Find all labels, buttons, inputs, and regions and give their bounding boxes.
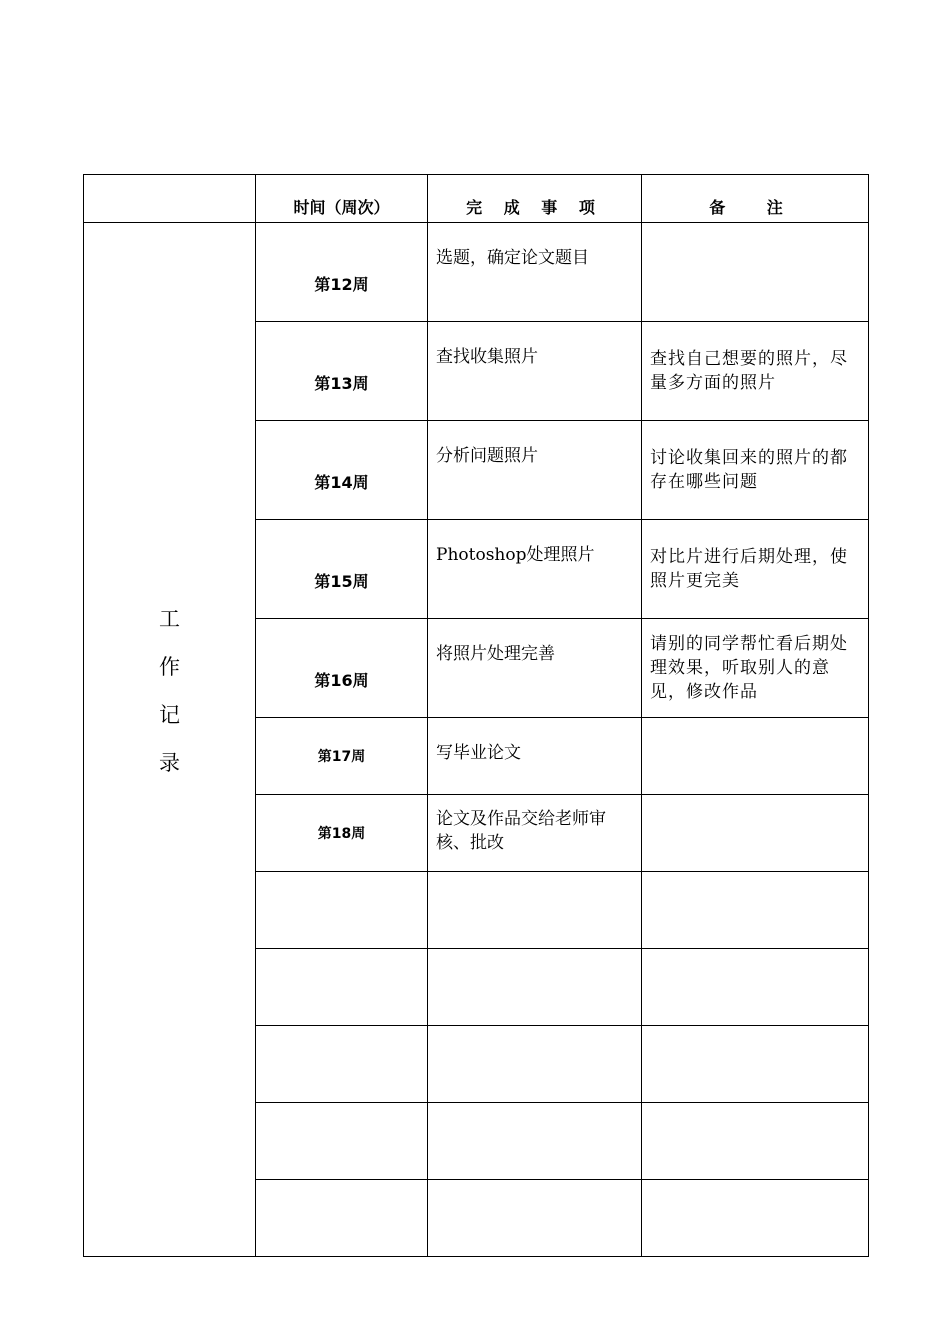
task-cell <box>428 1026 642 1103</box>
week-cell: 第17周 <box>256 718 428 795</box>
note-cell <box>642 949 869 1026</box>
task-cell <box>428 949 642 1026</box>
task-cell: 查找收集照片 <box>436 347 538 367</box>
task-cell <box>428 1103 642 1180</box>
task-cell <box>428 872 642 949</box>
task-cell: 选题，确定论文题目 <box>436 248 589 268</box>
week-cell: 第13周 <box>256 322 428 421</box>
week-cell <box>256 1026 428 1103</box>
task-cell: 写毕业论文 <box>436 743 521 763</box>
note-cell <box>642 1180 869 1257</box>
note-cell <box>642 1026 869 1103</box>
note-cell: 查找自己想要的照片，尽量多方面的照片 <box>650 349 848 393</box>
task-cell: 分析问题照片 <box>436 446 538 466</box>
week-cell: 第16周 <box>256 619 428 718</box>
week-cell <box>256 1180 428 1257</box>
week-cell <box>256 949 428 1026</box>
note-cell: 对比片进行后期处理，使照片更完美 <box>650 547 848 591</box>
week-cell: 第14周 <box>256 421 428 520</box>
note-cell: 讨论收集回来的照片的都存在哪些问题 <box>650 448 848 492</box>
side-label-char: 工 <box>159 607 180 631</box>
task-cell <box>428 1180 642 1257</box>
week-cell <box>256 872 428 949</box>
note-cell <box>642 872 869 949</box>
task-cell: Photoshop处理照片 <box>436 545 595 565</box>
side-label-char: 录 <box>159 751 180 775</box>
header-blank-cell <box>84 175 256 223</box>
week-cell: 第18周 <box>256 795 428 872</box>
work-record-label <box>84 223 256 1257</box>
header-time: 时间（周次） <box>256 175 428 223</box>
task-cell: 将照片处理完善 <box>436 644 555 664</box>
table-row <box>84 223 869 322</box>
header-task: 完 成 事 项 <box>428 175 642 223</box>
header-row <box>84 175 869 223</box>
work-record-table <box>83 174 869 1257</box>
task-cell: 论文及作品交给老师审核、批改 <box>436 809 606 853</box>
week-cell <box>256 1103 428 1180</box>
note-cell: 请别的同学帮忙看后期处理效果，听取别人的意见，修改作品 <box>650 634 848 702</box>
week-cell: 第12周 <box>256 223 428 322</box>
note-cell <box>642 1103 869 1180</box>
side-label-char: 作 <box>159 655 180 679</box>
side-label-char: 记 <box>159 703 180 727</box>
header-note: 备 注 <box>642 175 869 223</box>
week-cell: 第15周 <box>256 520 428 619</box>
